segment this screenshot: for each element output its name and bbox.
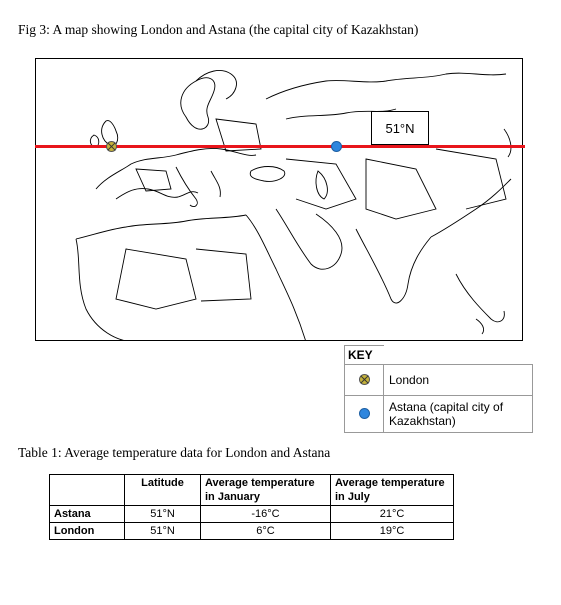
key-symbol-astana — [345, 396, 384, 433]
cell-latitude: 51°N — [125, 523, 201, 540]
cell-latitude: 51°N — [125, 506, 201, 523]
header-cell-july: Average temperature in July — [331, 475, 454, 506]
astana-marker-icon — [331, 141, 342, 152]
table-caption: Table 1: Average temperature data for London and Astana — [18, 445, 331, 460]
filled-circle-icon — [359, 408, 370, 419]
table-row — [50, 523, 454, 540]
map-key — [344, 345, 533, 433]
header-cell-place — [50, 475, 125, 506]
header-cell-january: Average temperature in January — [201, 475, 331, 506]
cell-july: 21°C — [331, 506, 454, 523]
cell-january: 6°C — [201, 523, 331, 540]
key-title: KEY — [345, 346, 384, 365]
header-cell-latitude: Latitude — [125, 475, 201, 506]
table-row — [50, 506, 454, 523]
key-symbol-london — [345, 365, 384, 396]
table-header-row — [50, 475, 454, 506]
latitude-label — [371, 111, 429, 145]
latitude-label-text: 51°N — [385, 120, 415, 136]
key-label-astana: Astana (capital city of Kazakhstan) — [384, 396, 533, 433]
cell-january: -16°C — [201, 506, 331, 523]
cell-place: Astana — [50, 506, 125, 523]
figure-caption: Fig 3: A map showing London and Astana (the capital city of Kazakhstan) — [18, 22, 419, 37]
map — [35, 58, 523, 341]
cell-july: 19°C — [331, 523, 454, 540]
temperature-table — [49, 474, 454, 540]
key-label-london: London — [384, 365, 533, 396]
london-marker-icon — [106, 141, 117, 152]
map-outline — [36, 59, 523, 341]
cell-place: London — [50, 523, 125, 540]
crossed-circle-icon — [359, 374, 370, 385]
